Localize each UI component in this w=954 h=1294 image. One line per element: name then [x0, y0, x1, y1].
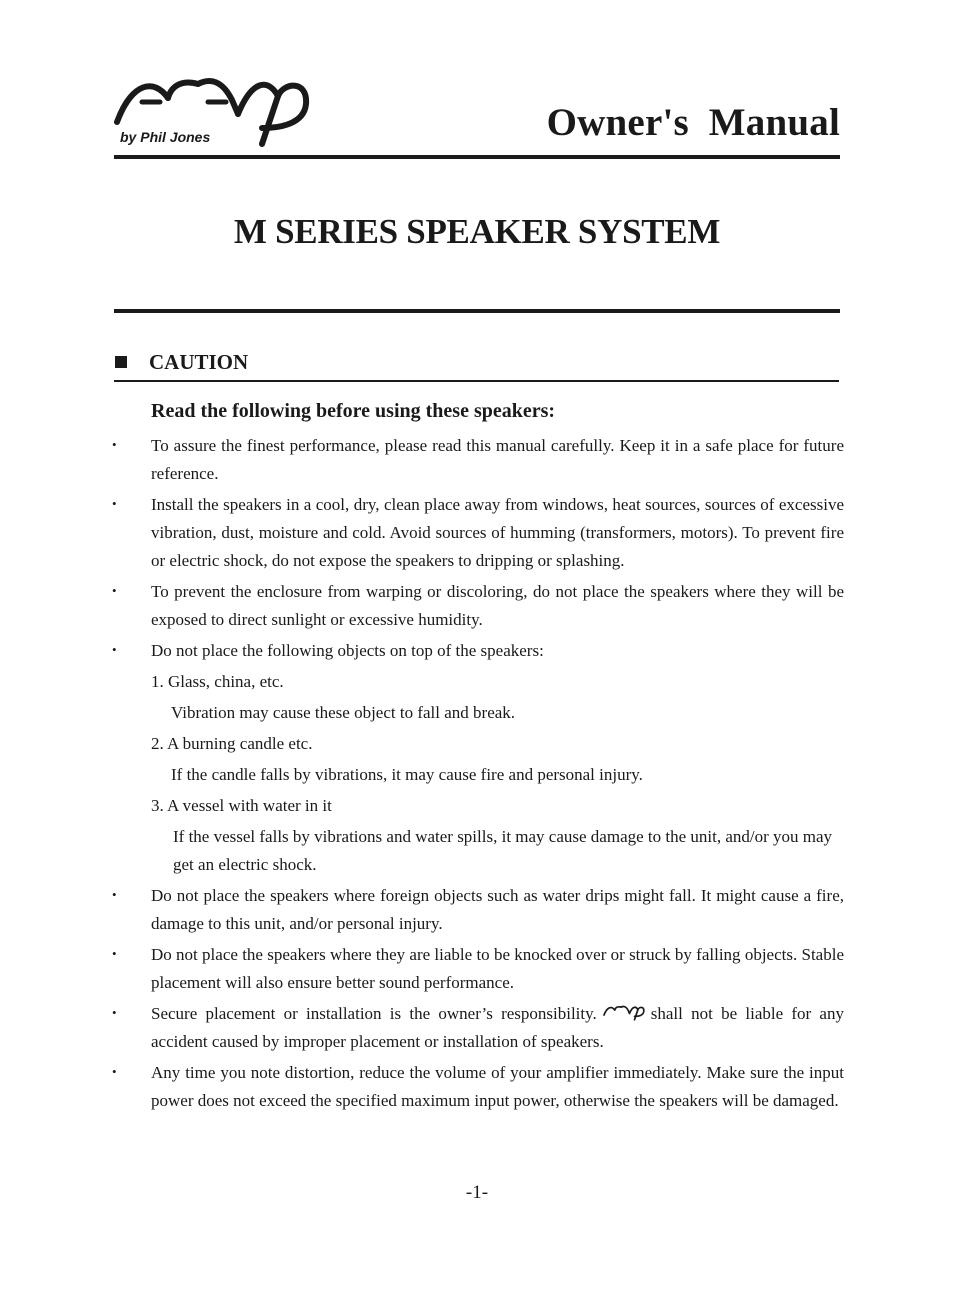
- sub-item: 3. A vessel with water in it: [151, 796, 332, 815]
- bullet-dot-icon: •: [112, 1005, 117, 1020]
- bullet-dot-icon: •: [112, 583, 117, 598]
- caution-list: [112, 432, 844, 1118]
- sub-item-note: If the candle falls by vibrations, it may cause fire and personal injury.: [171, 765, 643, 784]
- header-divider: [114, 155, 840, 159]
- list-item: • To assure the finest performance, please read this manual carefully. Keep it in a safe place for future reference.: [112, 432, 844, 488]
- sub-item-note: If the vessel falls by vibrations and water spills, it may cause damage to the unit, and/or you may get an electric shock.: [173, 827, 833, 874]
- bullet-dot-icon: •: [112, 496, 117, 511]
- section-lead: Read the following before using these speakers:: [151, 400, 556, 422]
- list-item: • To prevent the enclosure from warping or discoloring, do not place the speakers where they will be exposed to direct sunlight or excessive humidity.: [112, 578, 844, 634]
- list-item: • Do not place the speakers where foreign objects such as water drips might fall. It might cause a fire, damage to this unit, and/or personal injury.: [112, 882, 844, 938]
- bullet-dot-icon: •: [112, 1064, 117, 1079]
- square-marker-icon: [115, 356, 127, 368]
- list-item: • Any time you note distortion, reduce the volume of your amplifier immediately. Make sure the input power does not exceed the specified maximum input power, otherwise the speakers will be damaged.: [112, 1059, 844, 1115]
- sub-item: 1. Glass, china, etc.: [151, 672, 284, 691]
- sub-item: 2. A burning candle etc.: [151, 734, 313, 753]
- section-divider: [114, 380, 839, 382]
- brand-logo: [112, 74, 312, 150]
- list-item: • Do not place the following objects on top of the speakers:: [112, 637, 844, 665]
- bullet-dot-icon: •: [112, 887, 117, 902]
- bullet-dot-icon: •: [112, 946, 117, 961]
- list-item: • Install the speakers in a cool, dry, clean place away from windows, heat sources, sources of excessive vibration, dust, moisture and cold. Avoid sources of humming (transformers, motors). To prevent fire or electric shock, do not expose the speakers to dripping or splashing.: [112, 491, 844, 575]
- svg-text:by Phil Jones: by Phil Jones: [120, 129, 211, 145]
- list-item: • Do not place the speakers where they are liable to be knocked over or struck by falling objects. Stable placement will also ensure better sound performance.: [112, 941, 844, 997]
- list-item: • Secure placement or installation is the owner’s responsibility. shall not be liable for any accident caused by improper placement or installation of speakers.: [112, 1000, 844, 1056]
- document-title: Owner's Manual: [546, 101, 840, 144]
- bullet-dot-icon: •: [112, 437, 117, 452]
- bullet-dot-icon: •: [112, 642, 117, 657]
- sub-item-note: Vibration may cause these object to fall and break.: [171, 703, 516, 722]
- main-title: M SERIES SPEAKER SYSTEM: [233, 212, 721, 251]
- aapj-logo-icon: [112, 74, 312, 150]
- aapj-logo-icon: [601, 1005, 647, 1021]
- title-divider: [114, 309, 840, 313]
- section-title: CAUTION: [149, 350, 249, 374]
- page-number: -1-: [465, 1182, 489, 1203]
